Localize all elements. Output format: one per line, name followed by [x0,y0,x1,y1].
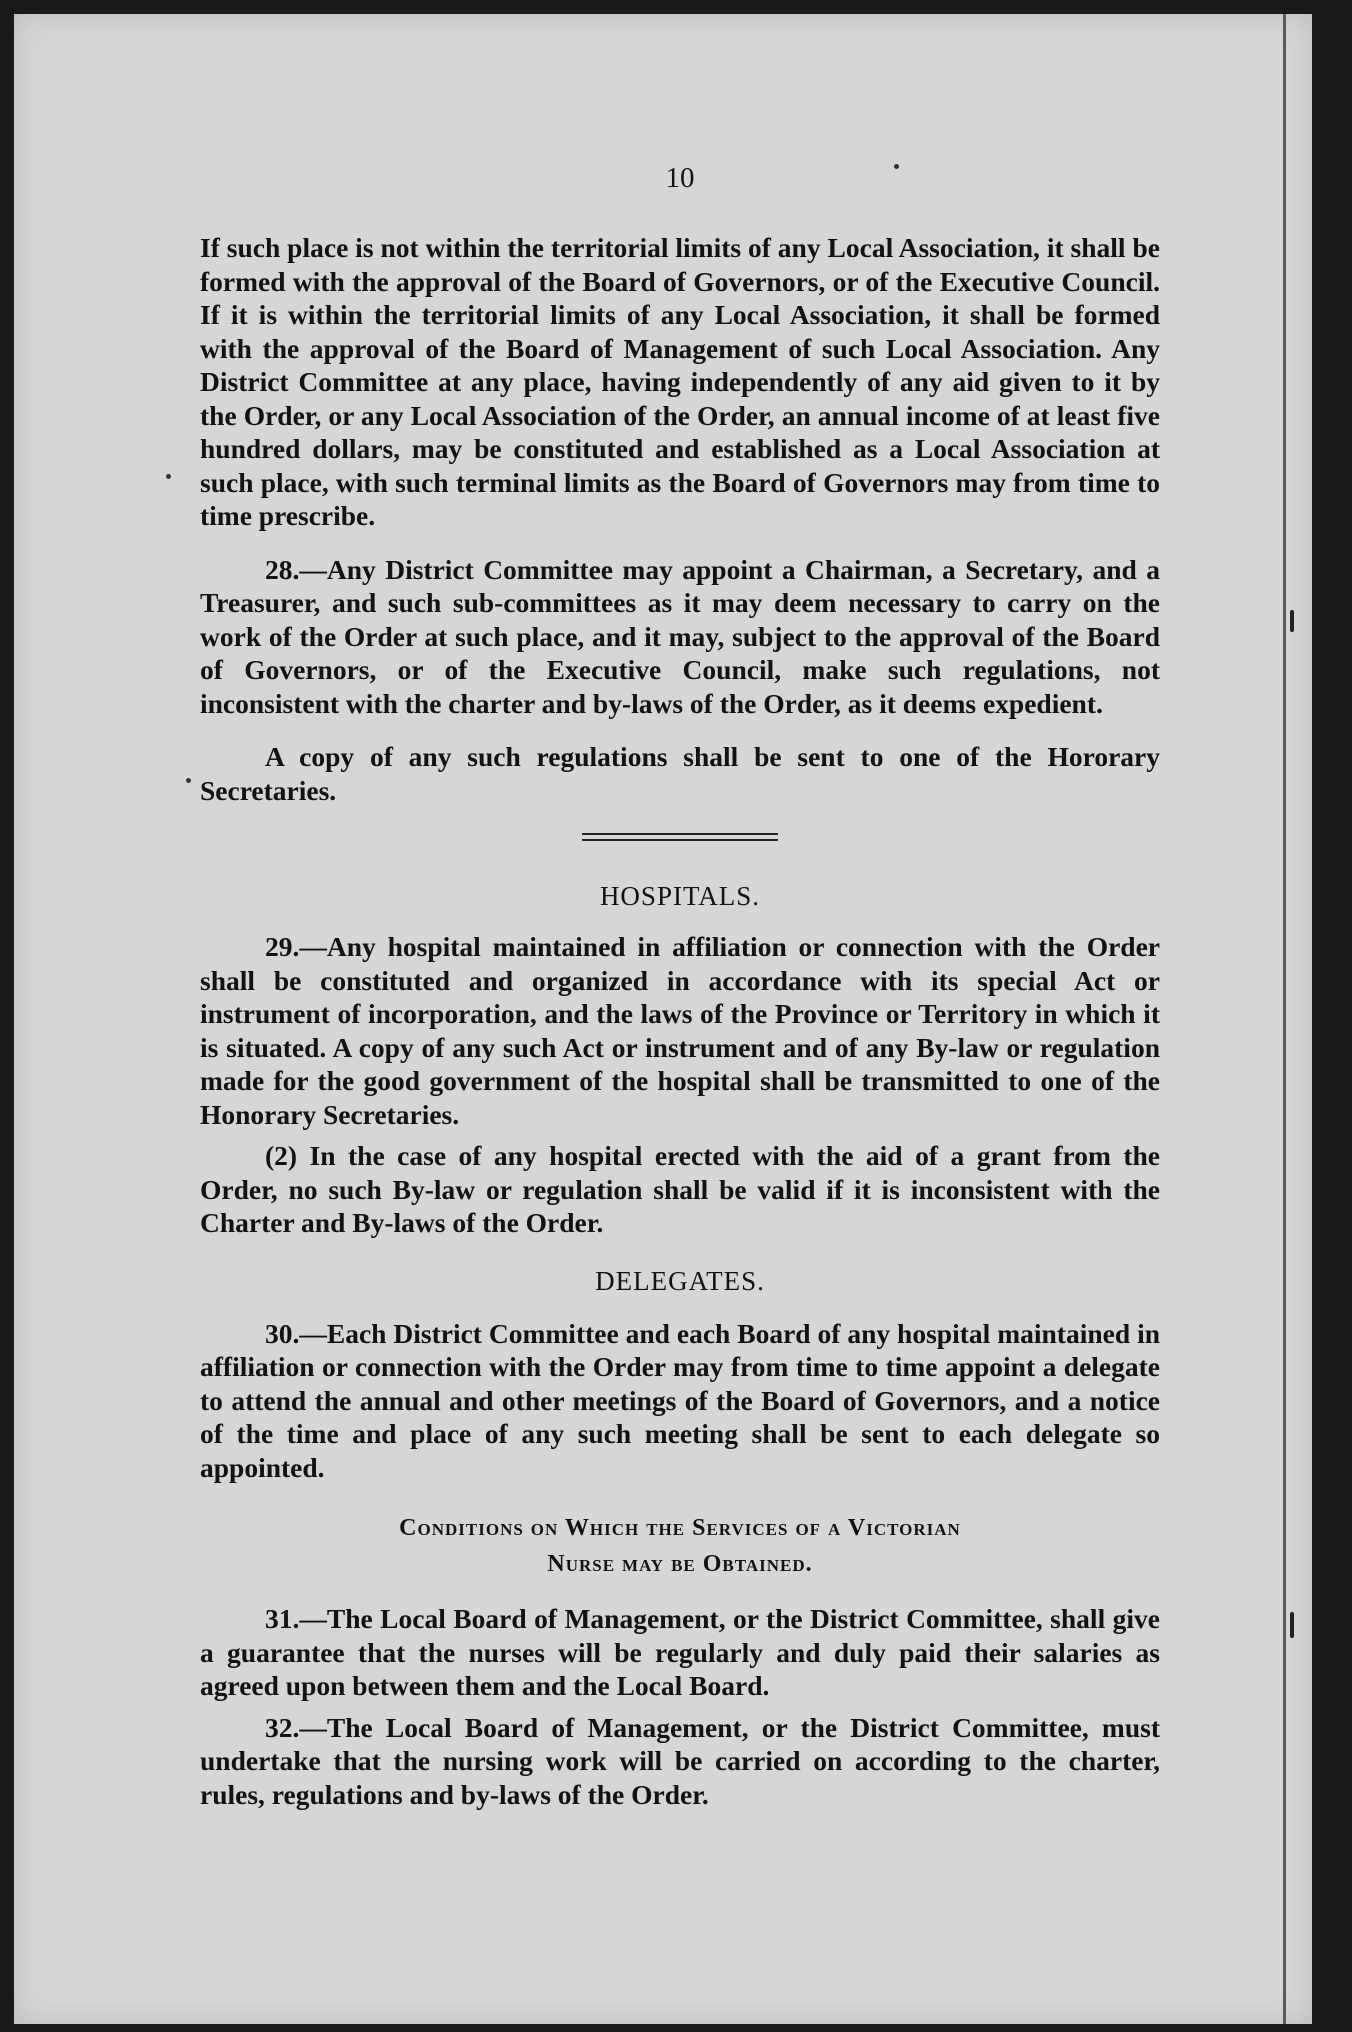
stray-mark [186,778,191,783]
paragraph-29: 29.—Any hospital maintained in affiliation or connection with the Order shall be constituted and organized in accordance with its special Act or instrument of incorporation, and the laws of the Province or Territory in which it is situated. A copy of any such Act or instrument and of any By-law or regulation made for the good government of the hospital shall be transmitted to one of the Honorary Secretaries. [200,931,1160,1130]
conditions-heading-line-1: Conditions on Which the Services of a Victorian [399,1515,961,1541]
page-spine [1283,14,1286,2024]
page-number: 10 [665,162,695,194]
page-content [200,162,1160,1811]
edge-mark [1290,1612,1294,1638]
paragraph-31: 31.—The Local Board of Management, or the District Committee, shall give a guarantee that the nurses will be regularly and duly paid their salaries as agreed upon between them and the Local Board. [200,1603,1160,1701]
conditions-heading-line-2: Nurse may be Obtained. [547,1551,813,1577]
section-heading-conditions [200,1510,1160,1582]
paragraph-30: 30.—Each District Committee and each Board of any hospital maintained in affiliation or connection with the Order may from time to time appoint a delegate to attend the annual and other meetings of the Board of Governors, and a notice of the time and place of any such meeting shall be sent to each delegate so appointed. [200,1317,1160,1483]
paragraph-32: 32.—The Local Board of Management, or the District Committee, must undertake that the nursing work will be carried on according to the charter, rules, regulations and by-laws of the Order. [200,1711,1160,1810]
paragraph-28: 28.—Any District Committee may appoint a Chairman, a Secretary, and a Treasurer, and such sub-committees as it may deem necessary to carry on the work of the Order at such place, and it may, subject to the approval of the Board of Governors, or of the Executive Council, make such regulations, not inconsistent with the charter and by-laws of the Order, as it deems expedient. [200,553,1160,719]
section-heading-delegates: DELEGATES. [595,1265,765,1296]
paragraph-local-association: If such place is not within the territorial limits of any Local Association, it shall be formed with the approval of the Board of Governors, or of the Executive Council. If it is within the territorial limits of any Local Association, it shall be formed with the approval of the Board of Management of such Local Association. Any District Committee at any place, having independently of any aid given to it by the Order, or any Local Association of the Order, an annual income of at least five hundred dollars, may be constituted and established as a Local Association at such place, with such terminal limits as the Board of Governors may from time to time prescribe. [200,232,1160,531]
edge-mark [1290,610,1294,632]
paragraph-29-2: (2) In the case of any hospital erected with the aid of a grant from the Order, no such By-law or regulation shall be valid if it is inconsistent with the Charter and By-laws of the Order. [200,1140,1160,1238]
section-divider [582,833,778,841]
document-page [14,14,1312,2024]
section-heading-hospitals: HOSPITALS. [599,881,761,911]
paragraph-regulations-copy: A copy of any such regulations shall be sent to one of the Hororary Secretaries. [200,741,1160,806]
stray-mark [166,474,171,479]
